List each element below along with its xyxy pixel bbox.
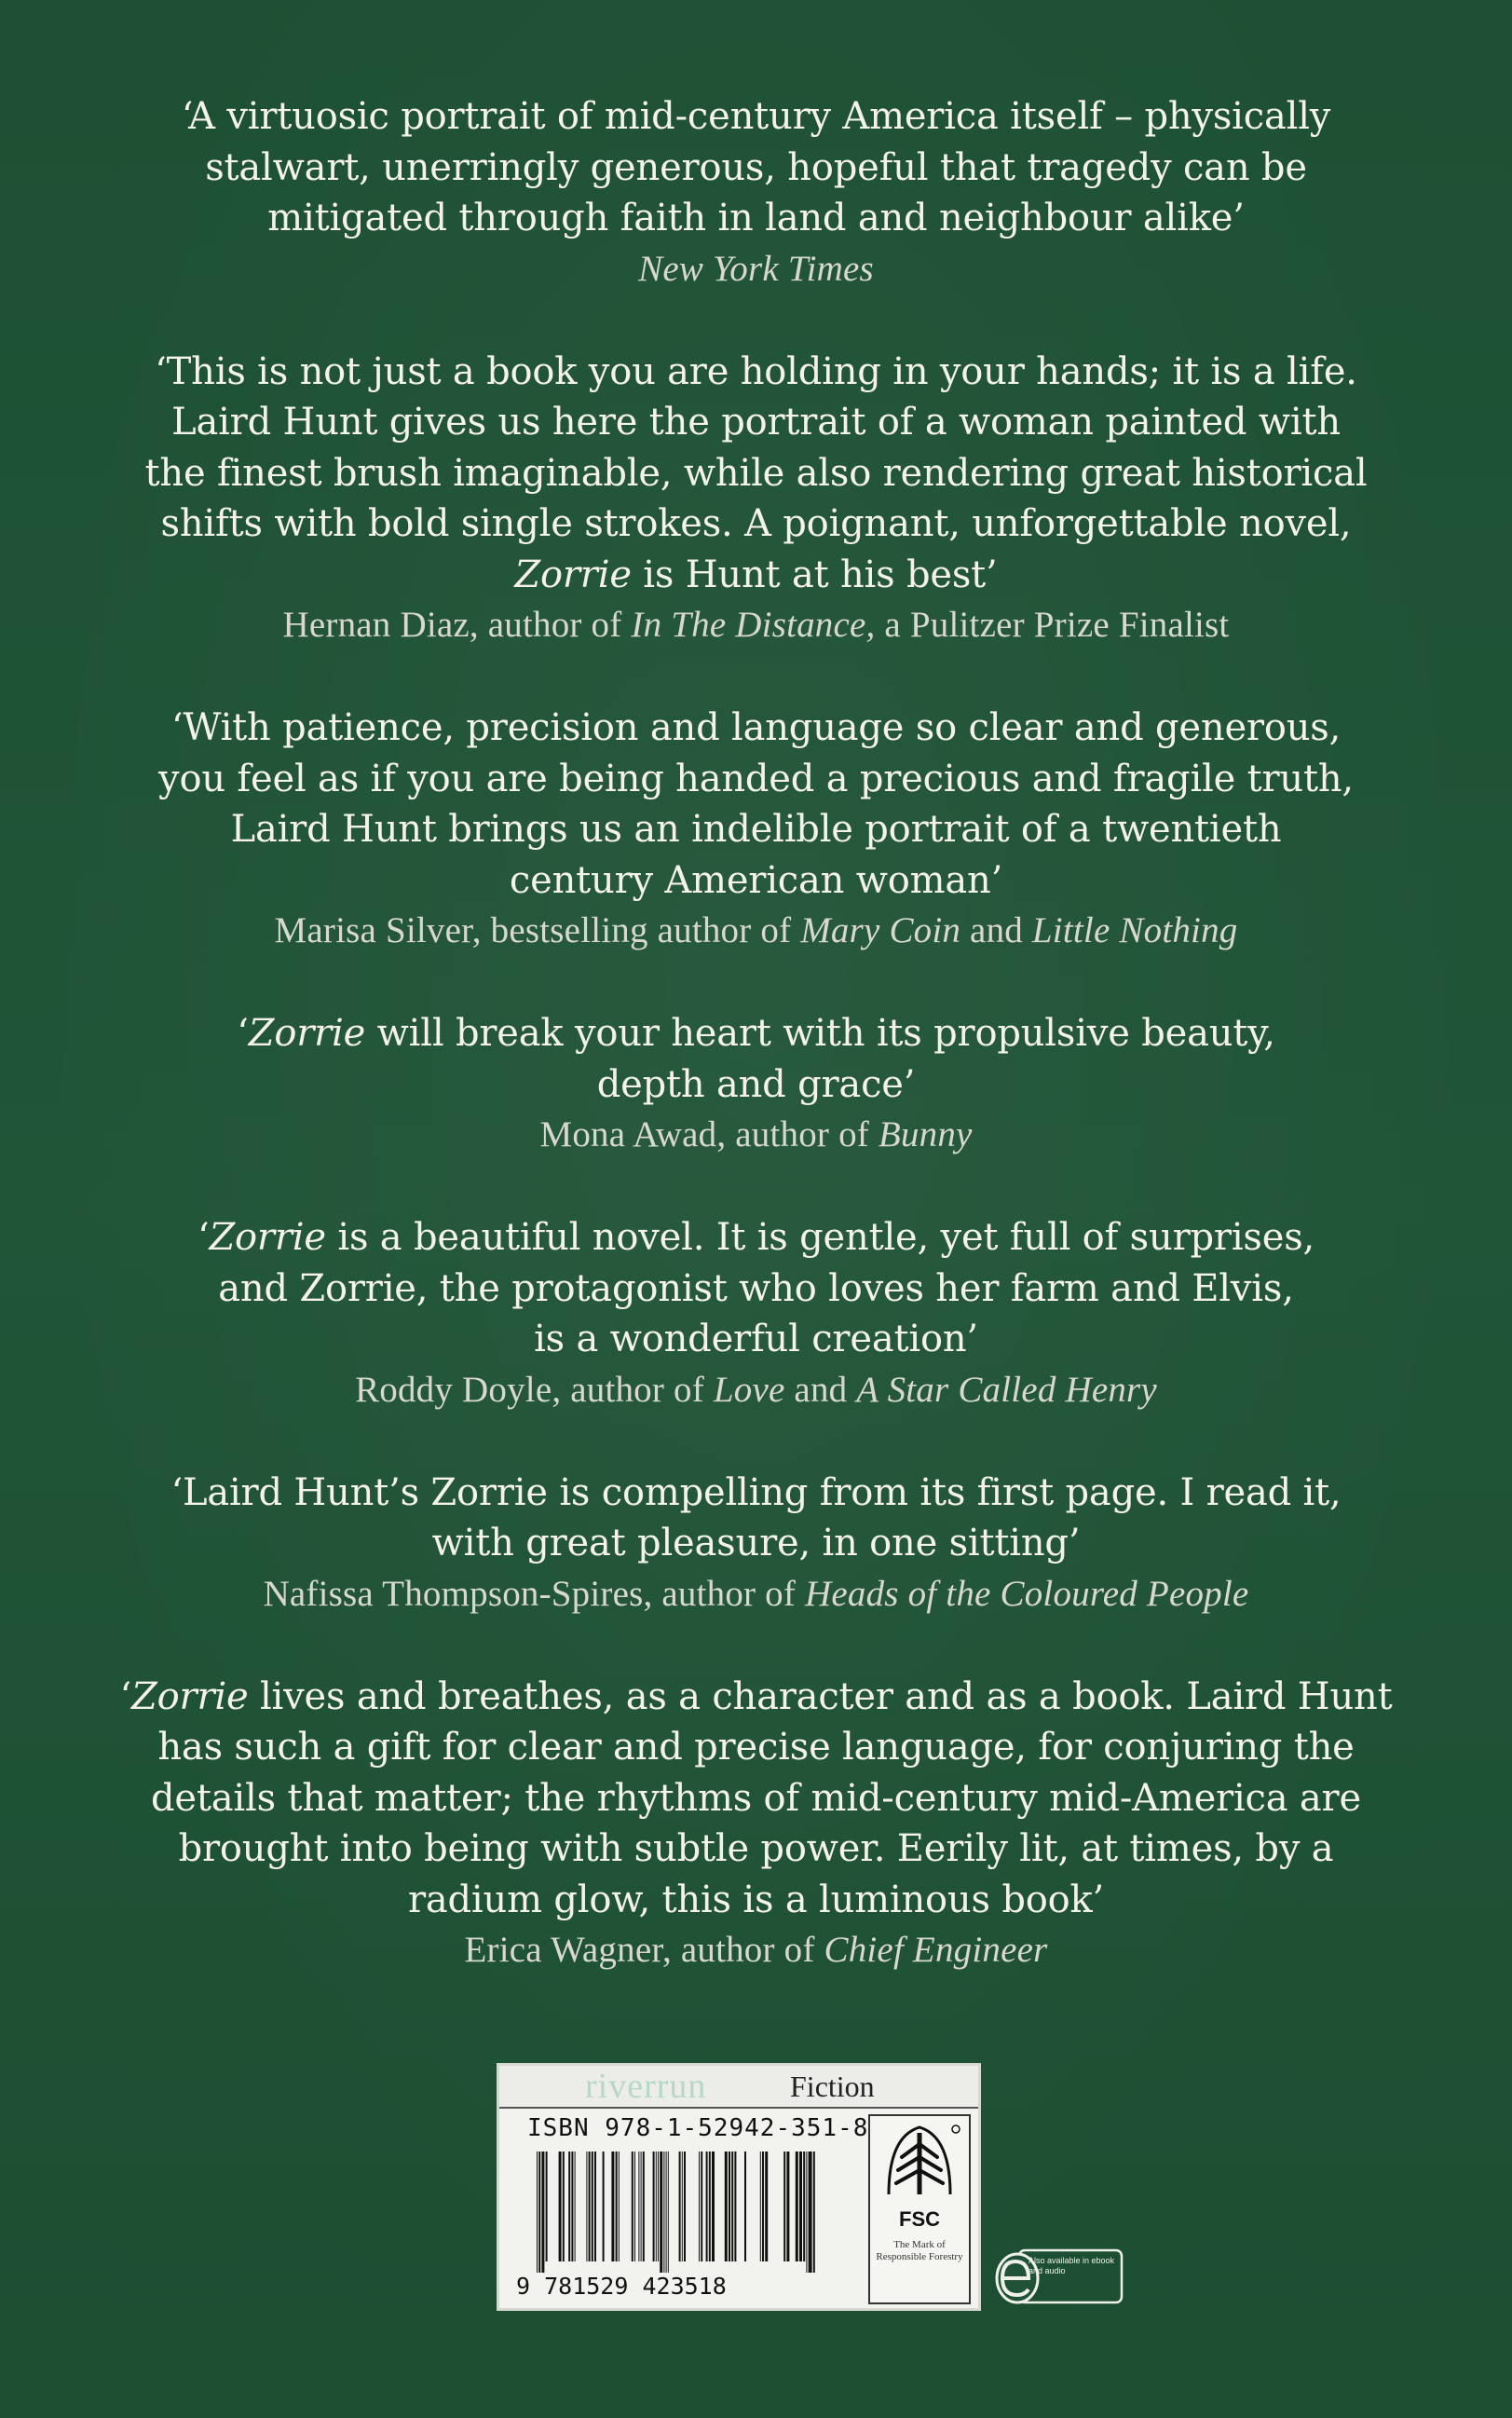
- barcode-bar: [638, 2152, 639, 2261]
- barcode-bar: [809, 2152, 812, 2273]
- barcode-bar: [760, 2152, 761, 2261]
- barcode-bar: [632, 2152, 633, 2261]
- barcode-bar: [783, 2152, 785, 2261]
- isbn-area: [507, 2114, 869, 2304]
- barcode-bar: [537, 2152, 538, 2273]
- barcode-bar: [568, 2152, 570, 2261]
- quote-line: [102, 1212, 1410, 1264]
- barcode-bar: [701, 2152, 702, 2261]
- quote-line: [102, 1468, 1410, 1519]
- text-run: ‘Laird Hunt’s Zorrie is compelling from its first page. I read it,: [170, 1470, 1342, 1514]
- text-run: Nafissa Thompson-Spires, author of: [263, 1573, 806, 1614]
- italic-title: Bunny: [878, 1114, 973, 1154]
- text-run: ‘: [237, 1012, 249, 1055]
- review-quote: [102, 347, 1410, 651]
- text-run: a Pulitzer Prize Finalist: [875, 605, 1230, 645]
- barcode-bar: [679, 2152, 681, 2261]
- barcode-bar: [684, 2152, 686, 2261]
- barcode-bar: [575, 2152, 576, 2261]
- barcode-bar: [706, 2152, 708, 2261]
- quote-line: [102, 1059, 1410, 1111]
- quote-line: [102, 91, 1410, 143]
- quote-attribution: [102, 1925, 1410, 1975]
- quote-line: [102, 1008, 1410, 1059]
- publisher-strip: [499, 2066, 978, 2109]
- barcode-bar: [634, 2152, 635, 2261]
- barcode-bar: [603, 2152, 605, 2261]
- barcode-bar: [641, 2152, 642, 2261]
- barcode-bar: [803, 2152, 805, 2261]
- barcode-bar: [663, 2152, 664, 2273]
- italic-title: Chief Engineer: [824, 1930, 1048, 1970]
- text-run: and: [960, 910, 1032, 950]
- text-run: ‘This is not just a book you are holding in your hands; it is a life.: [155, 349, 1357, 393]
- review-quote: [102, 1212, 1410, 1415]
- barcode-bar: [813, 2152, 815, 2273]
- barcode-bar: [559, 2152, 562, 2261]
- fsc-mark-text: The Mark of Responsible Forestry: [876, 2239, 963, 2262]
- text-run: brought into being with subtle power. Eerily lit, at times, by a: [178, 1827, 1334, 1870]
- quote-attribution: [102, 1365, 1410, 1415]
- barcode-bar: [616, 2152, 618, 2261]
- ebook-e-icon: [993, 2245, 1124, 2310]
- quote-attribution: [102, 906, 1410, 956]
- quote-line: [102, 397, 1410, 448]
- quote-line: [102, 1518, 1410, 1569]
- italic-title: Zorrie: [248, 1012, 366, 1055]
- italic-title: Zorrie: [131, 1674, 249, 1718]
- quote-line: [102, 347, 1410, 398]
- barcode-bar: [699, 2152, 700, 2261]
- barcode: [533, 2152, 850, 2273]
- ebook-badge: [993, 2245, 1124, 2310]
- text-run: Hernan Diaz, author of: [282, 605, 632, 645]
- text-run: mitigated through faith in land and neighbour alike’: [267, 197, 1245, 239]
- barcode-bar: [729, 2152, 730, 2261]
- barcode-bar: [682, 2152, 683, 2261]
- text-run: Mona Awad, author of: [539, 1114, 879, 1154]
- barcode-panel: [497, 2063, 981, 2311]
- barcode-bar: [731, 2152, 733, 2261]
- quote-line: [102, 703, 1410, 754]
- text-run: lives and breathes, as a character and as a book. Laird Hunt: [248, 1674, 1393, 1718]
- quote-line: [102, 1824, 1410, 1875]
- barcode-bar: [586, 2152, 587, 2261]
- text-run: and Zorrie, the protagonist who loves her farm and Elvis,: [218, 1266, 1294, 1310]
- barcode-bar: [660, 2152, 662, 2273]
- review-quote: [102, 703, 1410, 956]
- fsc-logo: [868, 2114, 971, 2304]
- text-run: Erica Wagner, author of: [464, 1930, 824, 1970]
- quote-line: [102, 143, 1410, 194]
- text-run: Roddy Doyle, author of: [355, 1369, 714, 1410]
- barcode-bar: [799, 2152, 802, 2261]
- barcode-bar: [653, 2152, 655, 2261]
- fsc-label: FSC: [899, 2207, 940, 2231]
- review-quote: [102, 91, 1410, 294]
- barcode-bar: [744, 2152, 746, 2261]
- text-run: ‘: [119, 1674, 132, 1718]
- text-run: and: [784, 1369, 857, 1410]
- barcode-digits: 9 781529 423518: [516, 2273, 727, 2300]
- italic-title: New York Times: [638, 248, 874, 289]
- barcode-bar: [538, 2152, 540, 2273]
- barcode-bar: [546, 2152, 548, 2261]
- review-quote: [102, 1468, 1410, 1619]
- text-run: is a wonderful creation’: [534, 1318, 978, 1360]
- text-run: has such a gift for clear and precise language, for conjuring the: [157, 1726, 1355, 1769]
- genre-label: Fiction: [790, 2070, 875, 2103]
- italic-title: Mary Coin: [800, 910, 961, 950]
- barcode-bar: [589, 2152, 591, 2261]
- barcode-bar: [765, 2152, 768, 2261]
- quote-line: [102, 448, 1410, 499]
- barcode-bar: [725, 2152, 728, 2261]
- italic-title: Love: [713, 1369, 785, 1410]
- text-run: is a beautiful novel. It is gentle, yet full of surprises,: [325, 1216, 1315, 1259]
- review-quote: [102, 1008, 1410, 1160]
- barcode-bar: [643, 2152, 645, 2261]
- review-quotes: [102, 91, 1410, 2028]
- barcode-bar: [712, 2152, 715, 2261]
- barcode-bar: [786, 2152, 789, 2261]
- fsc-tree-icon: [870, 2116, 969, 2209]
- text-run: radium glow, this is a luminous book’: [407, 1878, 1105, 1921]
- text-run: details that matter; the rhythms of mid-century mid-America are: [151, 1776, 1361, 1820]
- text-run: ‘: [197, 1216, 210, 1259]
- italic-title: In The Distance,: [631, 605, 876, 645]
- italic-title: A Star Called Henry: [856, 1369, 1157, 1410]
- text-run: ‘With patience, precision and language so clear and generous,: [170, 706, 1342, 749]
- text-run: you feel as if you are being handed a precious and fragile truth,: [158, 757, 1354, 800]
- quote-line: [102, 499, 1410, 550]
- text-run: Laird Hunt brings us an indelible portrait of a twentieth: [230, 808, 1282, 851]
- barcode-bar: [656, 2152, 657, 2261]
- text-run: shifts with bold single strokes. A poignant, unforgettable novel,: [160, 502, 1352, 545]
- quote-attribution: [102, 244, 1410, 294]
- text-run: depth and grace’: [596, 1062, 916, 1106]
- text-run: century American woman’: [509, 858, 1003, 902]
- quote-line: [102, 855, 1410, 907]
- quote-attribution: [102, 1569, 1410, 1619]
- quote-line: [102, 1875, 1410, 1926]
- italic-title: Zorrie: [514, 553, 632, 596]
- barcode-bar: [541, 2152, 544, 2273]
- barcode-bar: [806, 2152, 807, 2273]
- barcode-bar: [762, 2152, 764, 2261]
- quote-line: [102, 1314, 1410, 1365]
- barcode-bar: [668, 2152, 669, 2273]
- barcode-bar: [611, 2152, 614, 2261]
- barcode-bar: [619, 2152, 620, 2261]
- quote-attribution: [102, 600, 1410, 650]
- barcode-bar: [594, 2152, 596, 2261]
- text-run: stalwart, unerringly generous, hopeful that tragedy can be: [205, 145, 1307, 189]
- italic-title: Heads of the Coloured People: [805, 1573, 1249, 1614]
- quote-line: [102, 550, 1410, 601]
- text-run: with great pleasure, in one sitting’: [431, 1522, 1081, 1564]
- barcode-bar: [796, 2152, 798, 2261]
- text-run: ‘A virtuosic portrait of mid-century America itself – physically: [181, 95, 1331, 138]
- quote-line: [102, 193, 1410, 244]
- italic-title: Zorrie: [209, 1216, 326, 1259]
- ebook-badge-text: Also available in ebook and audio: [1028, 2256, 1115, 2275]
- barcode-bar: [709, 2152, 711, 2261]
- review-quote: [102, 1672, 1410, 1976]
- quote-line: [102, 1264, 1410, 1315]
- barcode-bar: [658, 2152, 659, 2261]
- italic-title: Little Nothing: [1031, 910, 1238, 950]
- quote-line: [102, 1722, 1410, 1773]
- barcode-bar: [592, 2152, 593, 2261]
- quote-line: [102, 1672, 1410, 1723]
- text-run: is Hunt at his best’: [631, 553, 998, 596]
- text-run: Laird Hunt gives us here the portrait of a woman painted with: [171, 401, 1341, 444]
- text-run: Marisa Silver, bestselling author of: [274, 910, 801, 950]
- barcode-bar: [734, 2152, 736, 2261]
- barcode-bar: [563, 2152, 565, 2261]
- text-run: will break your heart with its propulsive beauty,: [365, 1012, 1275, 1055]
- text-run: the finest brush imaginable, while also rendering great historical: [144, 451, 1368, 495]
- publisher-name: riverrun: [585, 2067, 707, 2106]
- quote-attribution: [102, 1110, 1410, 1160]
- quote-line: [102, 804, 1410, 855]
- quote-line: [102, 754, 1410, 805]
- quote-line: [102, 1773, 1410, 1824]
- barcode-bar: [666, 2152, 667, 2273]
- barcode-bar: [571, 2152, 573, 2261]
- isbn-label: ISBN 978-1-52942-351-8: [527, 2114, 869, 2142]
